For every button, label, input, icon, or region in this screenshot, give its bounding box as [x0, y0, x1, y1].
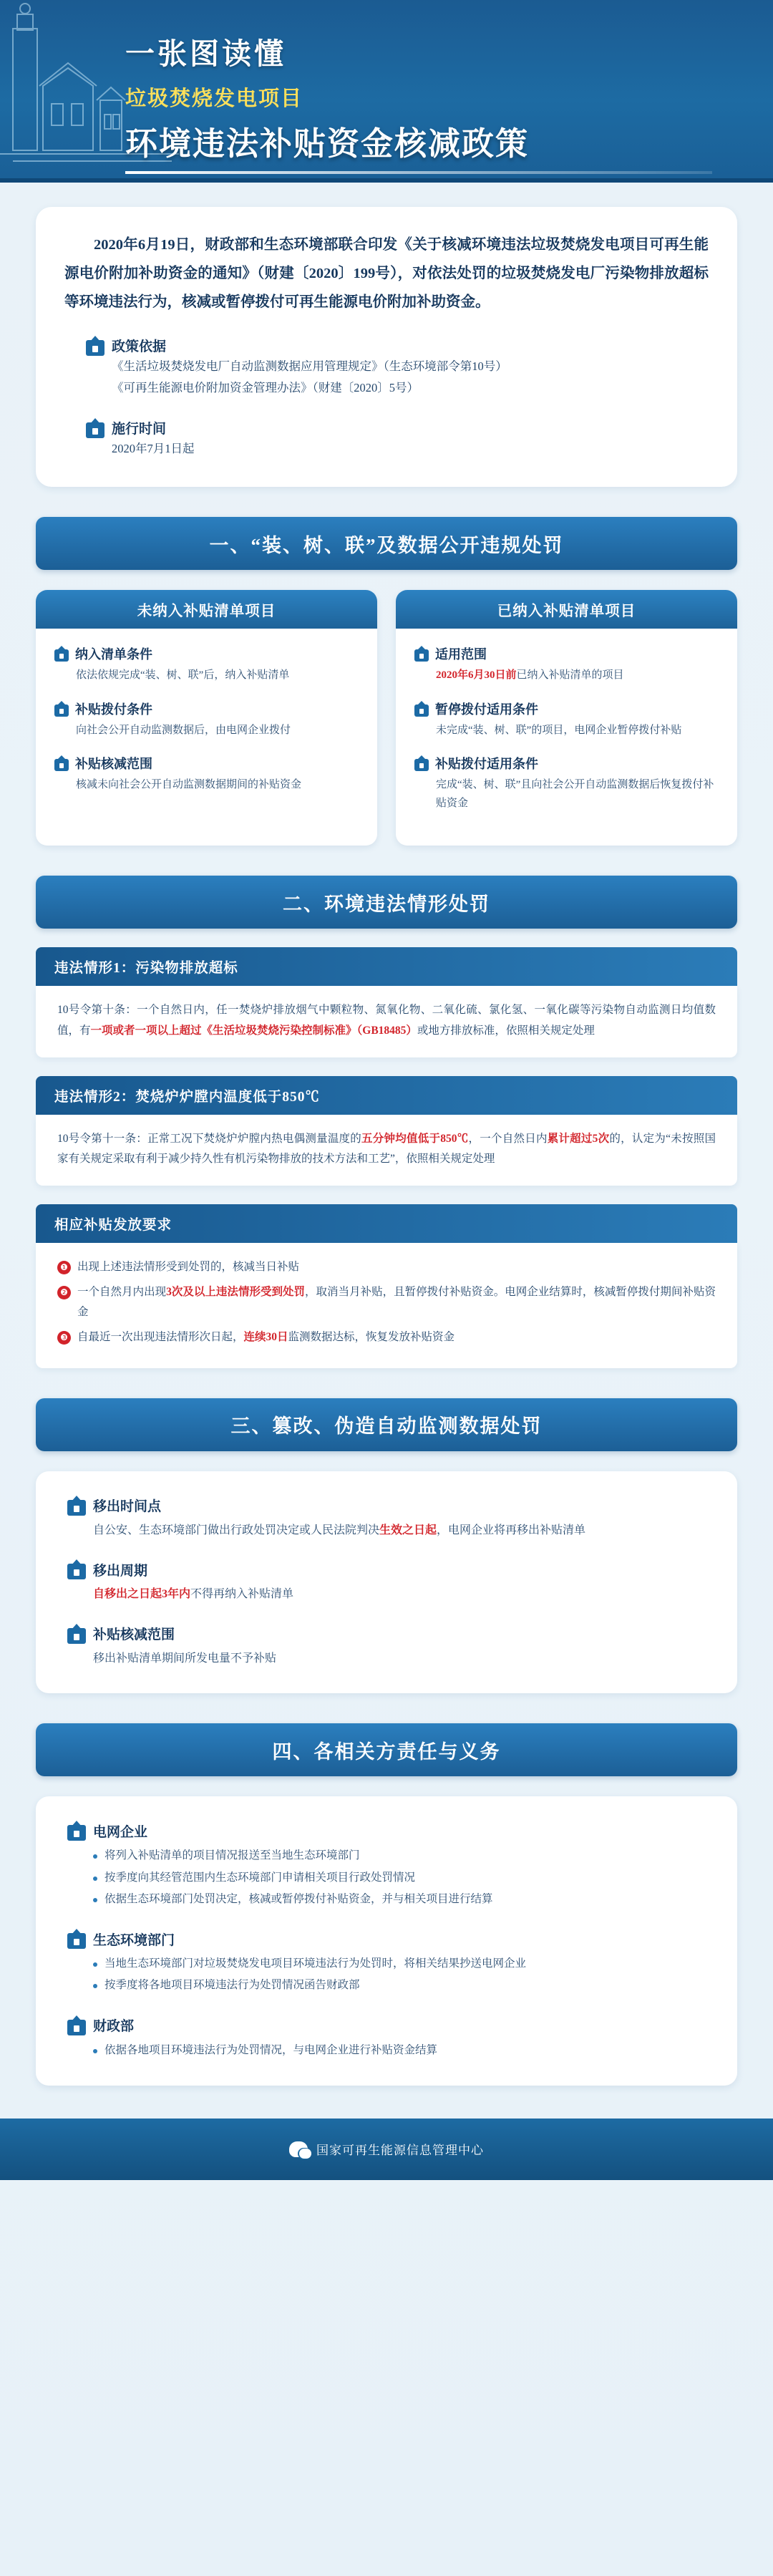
- item-body: [93, 1520, 706, 1541]
- house-icon: [54, 701, 69, 717]
- list-item: [57, 1257, 716, 1277]
- responsibility-group-grid: [67, 1821, 706, 1910]
- title-underline: [125, 171, 712, 174]
- requirement-text-3: [77, 1327, 454, 1347]
- house-icon: [414, 755, 429, 771]
- item-title: 暂停拨付适用条件: [435, 702, 538, 717]
- item-body: 移出补贴清单期间所发电量不予补贴: [93, 1652, 277, 1665]
- item-title: 适用范围: [435, 647, 487, 662]
- house-icon: [86, 418, 104, 438]
- list-item: [67, 1496, 706, 1541]
- requirement-post-2: ，取消当月补贴，且暂停拨付补贴资金。电网企业结算时，核减暂停拨付期间补贴资金: [77, 1286, 716, 1318]
- house-icon: [54, 646, 69, 662]
- item-body: [93, 1584, 706, 1605]
- intro-card: [36, 207, 737, 487]
- section-4-card: [36, 1796, 737, 2085]
- column-in-list: [396, 590, 737, 846]
- list-item: [414, 644, 719, 684]
- item-pre: 自公安、生态环境部门做出行政处罚决定或人民法院判决: [93, 1524, 380, 1536]
- requirement-red-2: 3次及以上违法情形受到处罚: [166, 1286, 306, 1299]
- case-2-text-post: 的，认定为“未按照国家有关规定采取有利于减少持久性有机污染物排放的技术方法和工艺”，依照相关规定处理: [57, 1132, 716, 1166]
- section-2-banner: 二、环境违法情形处罚: [36, 876, 737, 929]
- case-2-highlight-1: 五分钟均值低于850℃: [361, 1132, 469, 1145]
- list-item: [54, 699, 359, 740]
- house-icon: [67, 1821, 86, 1841]
- item-body: 完成“装、树、联”且向社会公开自动监测数据后恢复拨付补贴资金: [436, 778, 714, 810]
- house-icon: [54, 755, 69, 771]
- list-item: 按季度将各地项目环境违法行为处罚情况函告财政部: [93, 1975, 706, 1996]
- item-body: 核减未向社会公开自动监测数据期间的补贴资金: [76, 778, 302, 790]
- requirement-red-3: 连续30日: [243, 1330, 288, 1343]
- column-in-list-header: 已纳入补贴清单项目: [396, 590, 737, 629]
- item-title: 补贴核减范围: [75, 756, 152, 771]
- item-title: 纳入清单条件: [75, 647, 152, 662]
- responsibility-group-environment: [67, 1929, 706, 1996]
- list-item: [57, 1282, 716, 1322]
- item-title: 移出周期: [93, 1563, 148, 1579]
- case-2-bar: 违法情形2：焚烧炉炉膛内温度低于850℃: [36, 1076, 737, 1115]
- case-2-text-pre: 10号令第十一条：正常工况下焚烧炉炉膛内热电偶测量温度的: [57, 1132, 362, 1145]
- header-title-block: [125, 30, 712, 174]
- list-item: [67, 1559, 706, 1605]
- item-title: 补贴拨付适用条件: [435, 756, 538, 771]
- item-body: 未完成“装、树、联”的项目，电网企业暂停拨付补贴: [436, 724, 682, 736]
- case-2-body: [36, 1115, 737, 1186]
- house-icon: [67, 1624, 86, 1644]
- list-item: [414, 699, 719, 740]
- list-item: 按季度向其经管范围内生态环境部门申请相关项目行政处罚情况: [93, 1867, 706, 1889]
- case-2-text-mid: ，一个自然日内: [468, 1132, 548, 1145]
- footer-text: 国家可再生能源信息管理中心: [316, 2144, 484, 2158]
- section-4-banner: 四、各相关方责任与义务: [36, 1723, 737, 1776]
- house-icon: [67, 1496, 86, 1516]
- subsidy-requirement-bar: 相应补贴发放要求: [36, 1204, 737, 1243]
- case-1-body: [36, 986, 737, 1057]
- case-1-text-post: 或地方排放标准，依照相关规定处理: [417, 1025, 595, 1037]
- house-icon: [414, 701, 429, 717]
- number-badge-2: ❷: [57, 1286, 71, 1299]
- list-item: [414, 754, 719, 813]
- case-2-highlight-2: 累计超过5次: [547, 1132, 610, 1145]
- policy-basis-line-1: 《生活垃圾焚烧发电厂自动监测数据应用管理规定》（生态环境部令第10号）: [112, 359, 507, 373]
- responsibility-group-finance: [67, 2015, 706, 2061]
- list-item: 当地生态环境部门对垃圾焚烧发电项目环境违法行为处罚时，将相关结果抄送电网企业: [93, 1953, 706, 1975]
- requirement-text-1: [77, 1257, 299, 1277]
- house-icon: [414, 646, 429, 662]
- effective-time-block: [64, 418, 709, 460]
- number-badge-1: ❶: [57, 1261, 71, 1274]
- house-icon: [67, 1559, 86, 1579]
- item-body: [436, 666, 719, 684]
- read-label: 一张图读懂: [125, 37, 286, 70]
- group-title: 财政部: [93, 2019, 135, 2035]
- item-highlight: 2020年6月30日前: [436, 669, 517, 682]
- column-not-in-list: [36, 590, 377, 846]
- house-icon: [86, 336, 104, 356]
- effective-time-title: 施行时间: [112, 422, 167, 437]
- requirement-pre-1: 出现上述违法情形受到处罚的，核减当日补贴: [77, 1261, 300, 1274]
- list-item: 依据生态环境部门处罚决定，核减或暂停拨付补贴资金，并与相关项目进行结算: [93, 1889, 706, 1910]
- item-highlight: 生效之日起: [379, 1524, 437, 1536]
- policy-basis-line-2: 《可再生能源电价附加资金管理办法》（财建〔2020〕5号）: [112, 381, 419, 395]
- list-item: 将列入补贴清单的项目情况报送至当地生态环境部门: [93, 1845, 706, 1866]
- header-subtitle: 垃圾焚烧发电项目: [125, 87, 303, 110]
- group-title: 电网企业: [93, 1824, 148, 1840]
- column-not-in-list-header: 未纳入补贴清单项目: [36, 590, 377, 629]
- case-1-text-highlight: 一项或者一项以上超过《生活垃圾焚烧污染控制标准》（GB18485）: [90, 1025, 417, 1037]
- list-item: 依据各地项目环境违法行为处罚情况，与电网企业进行补贴资金结算: [93, 2040, 706, 2061]
- effective-time-header: [86, 418, 709, 438]
- list-item: [67, 1624, 706, 1670]
- house-icon: [67, 2015, 86, 2035]
- item-body-text: 已纳入补贴清单的项目: [516, 669, 624, 682]
- policy-basis-block: [64, 336, 709, 400]
- effective-time-value: 2020年7月1日起: [112, 441, 195, 455]
- requirement-pre-3: 自最近一次出现违法情形次日起，: [77, 1330, 244, 1343]
- policy-basis-title: 政策依据: [112, 339, 167, 355]
- case-1-bar: 违法情形1：污染物排放超标: [36, 947, 737, 986]
- requirement-text-2: [77, 1282, 716, 1322]
- item-title: 补贴核减范围: [93, 1627, 175, 1643]
- intro-paragraph: 2020年6月19日，财政部和生态环境部联合印发《关于核减环境违法垃圾焚烧发电项目可再生能源电价附加补助资金的通知》（财建〔2020〕199号），对依法处罚的垃圾焚烧发电厂污染物排放超标等环境违法行为，核减或暂停拨付可再生能源电价附加补助资金。: [64, 237, 709, 310]
- wechat-icon: [289, 2141, 308, 2157]
- case-1-text-pre: 10号令第十条：一个自然日内，任一焚烧炉排放烟气中颗粒物、氮氧化物、二氧化硫、氯化氢、一氧化碳等污染物自动监测日均值数值，有: [57, 1004, 716, 1037]
- item-title: 移出时间点: [93, 1499, 162, 1515]
- house-icon: [67, 1929, 86, 1949]
- list-item: [57, 1327, 716, 1347]
- item-title: 补贴拨付条件: [75, 702, 152, 717]
- item-post: ，电网企业将再移出补贴清单: [437, 1524, 586, 1536]
- group-title: 生态环境部门: [93, 1932, 175, 1948]
- item-body: 向社会公开自动监测数据后，由电网企业拨付: [76, 724, 291, 736]
- list-item: [54, 754, 359, 794]
- responsibility-list: [93, 1845, 706, 1910]
- item-highlight: 自移出之日起3年内: [93, 1588, 191, 1601]
- section-1-columns: [36, 590, 737, 846]
- responsibility-list: [93, 2040, 706, 2061]
- item-body: 依法依规完成“装、树、联”后，纳入补贴清单: [76, 669, 290, 682]
- requirement-pre-2: 一个自然月内出现: [77, 1286, 167, 1299]
- list-item: [54, 644, 359, 684]
- page-header: [0, 0, 773, 183]
- section-1-banner: 一、“装、树、联”及数据公开违规处罚: [36, 517, 737, 570]
- item-post: 不得再纳入补贴清单: [190, 1588, 294, 1601]
- responsibility-list: [93, 1953, 706, 1996]
- section-3-card: [36, 1471, 737, 1694]
- requirement-post-3: 监测数据达标，恢复发放补贴资金: [288, 1330, 455, 1343]
- page-footer: [0, 2119, 773, 2180]
- subsidy-requirement-list: [57, 1257, 716, 1347]
- page-title: 环境违法补贴资金核减政策: [125, 125, 530, 162]
- number-badge-3: ❸: [57, 1331, 71, 1345]
- subsidy-requirement-body: [36, 1243, 737, 1368]
- policy-basis-header: [86, 336, 709, 356]
- section-3-banner: 三、篡改、伪造自动监测数据处罚: [36, 1398, 737, 1451]
